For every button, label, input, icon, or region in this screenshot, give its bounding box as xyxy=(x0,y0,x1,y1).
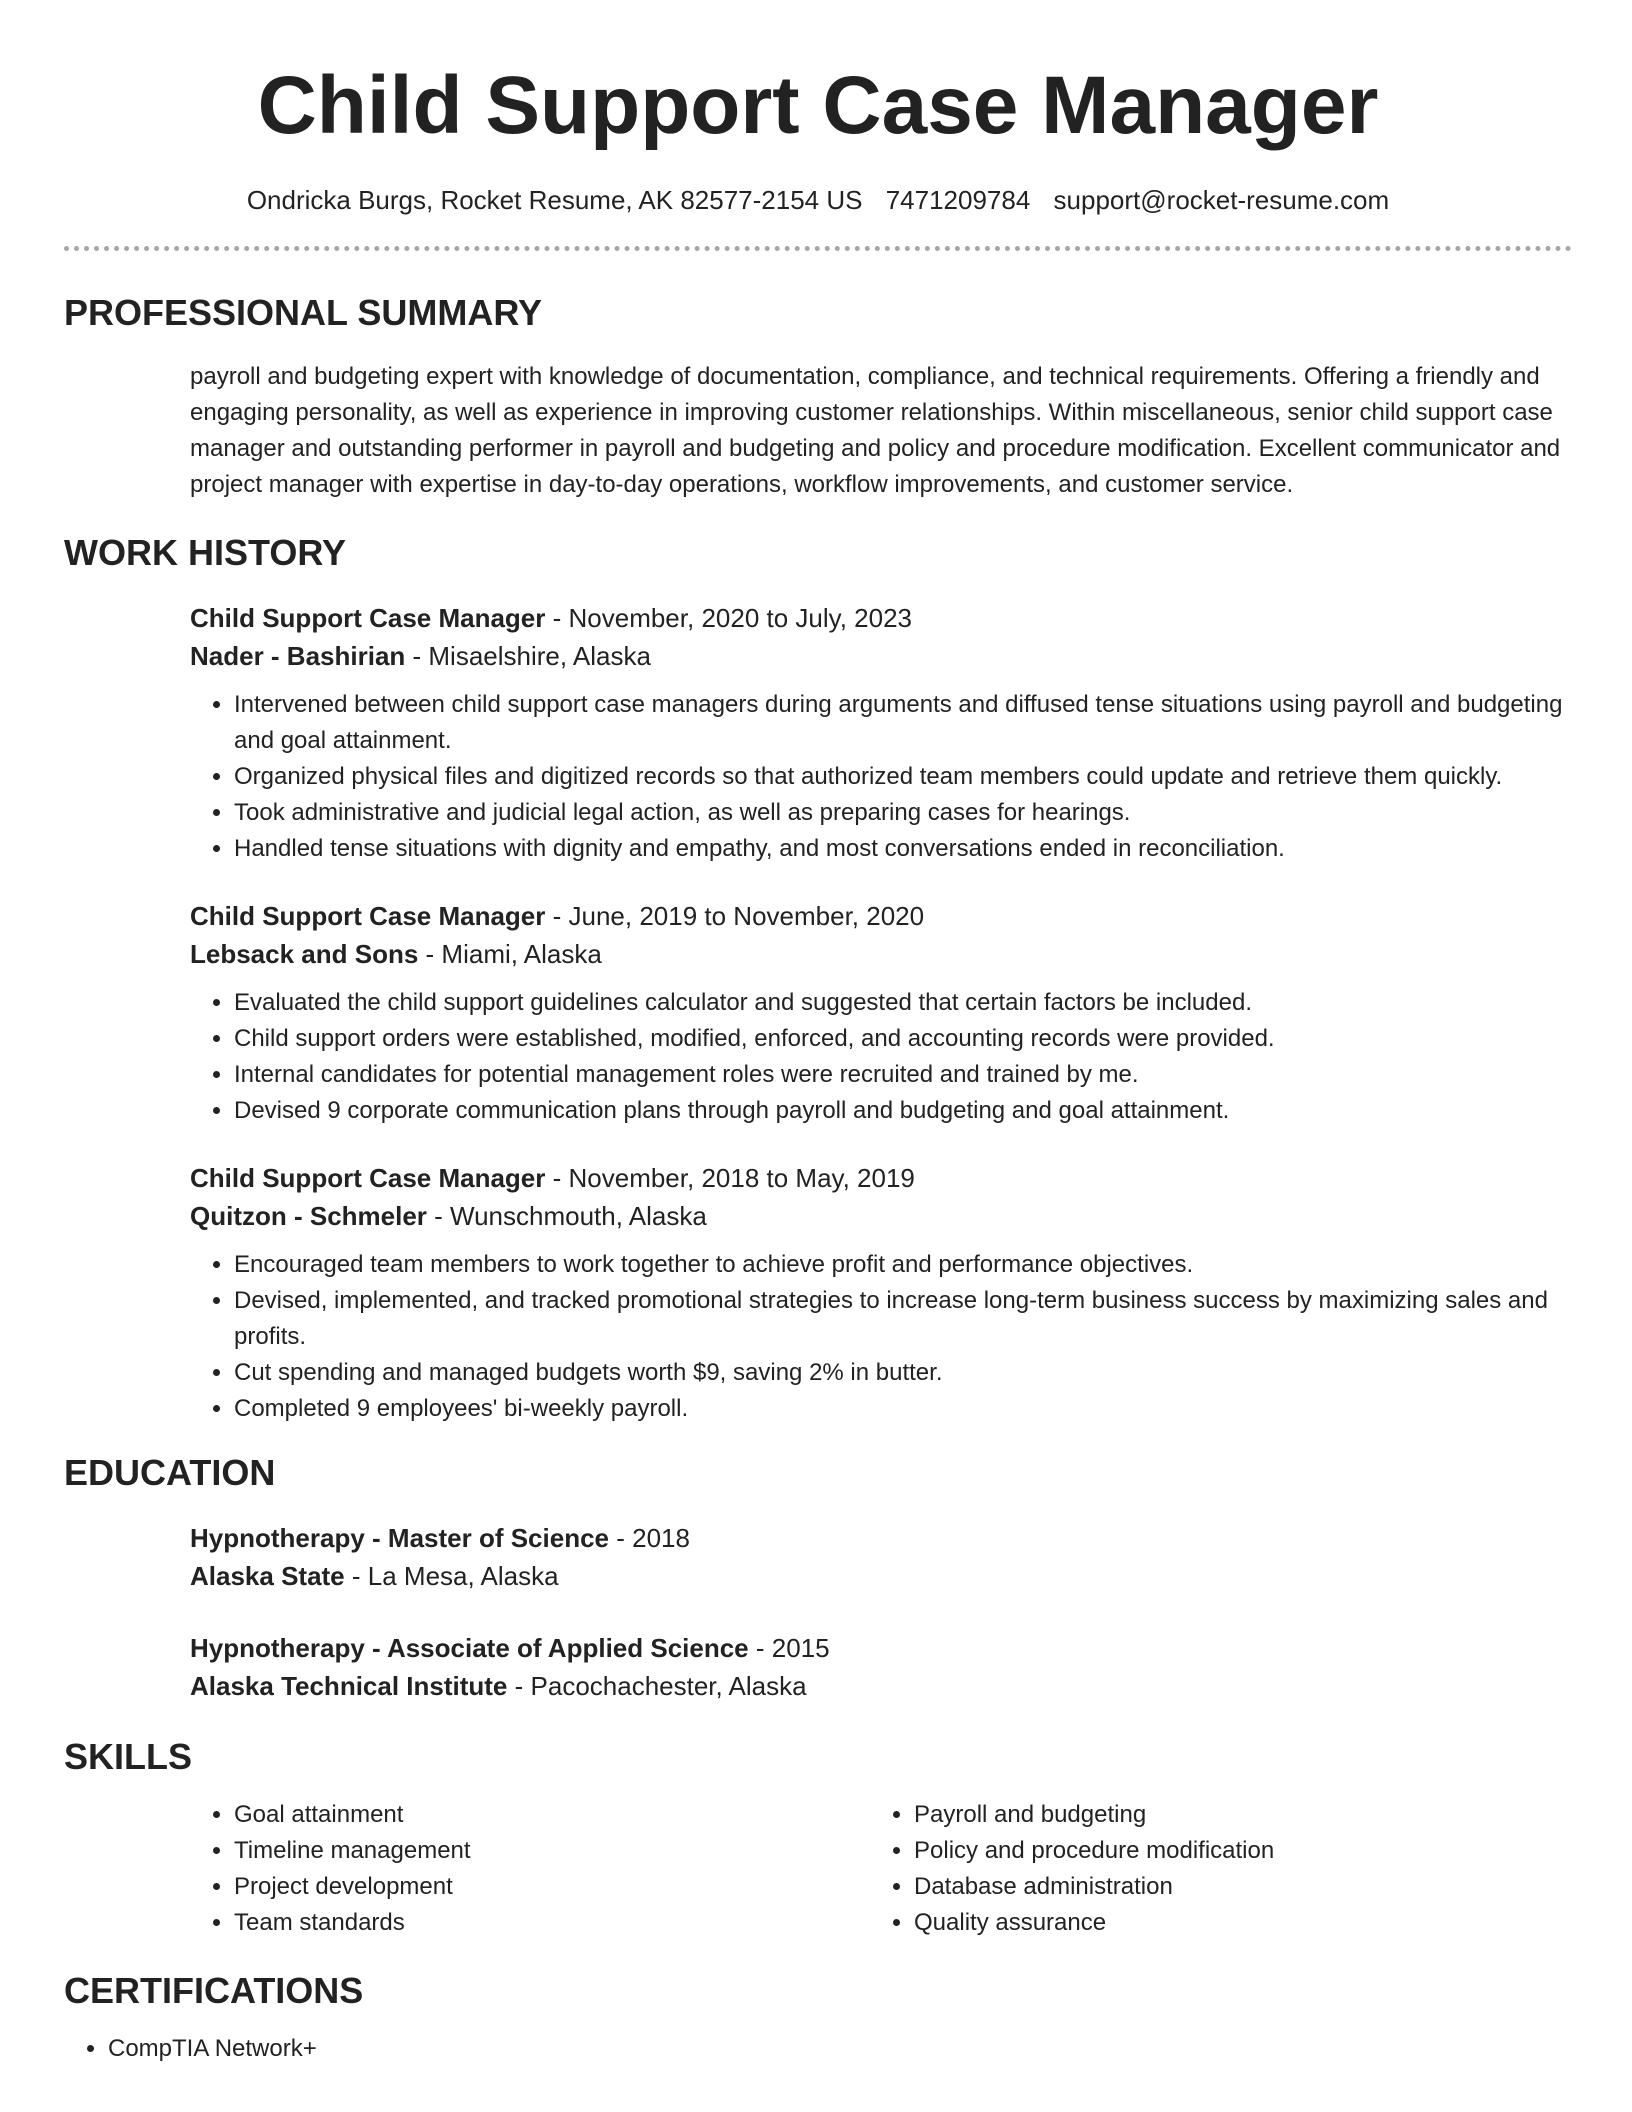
job-entry xyxy=(190,599,1572,867)
job-bullet: • Devised, implemented, and tracked promotional strategies to increase long-term business success by maximizing sales and profits. xyxy=(234,1283,1572,1355)
job-bullet: • Evaluated the child support guidelines calculator and suggested that certain factors be included. xyxy=(234,985,1572,1021)
job-location: - Misaelshire, Alaska xyxy=(405,641,651,671)
job-bullet: • Cut spending and managed budgets worth $9, saving 2% in butter. xyxy=(234,1355,1572,1391)
education-degree-line xyxy=(190,1519,1572,1557)
job-company-line xyxy=(190,935,1572,973)
job-dates: - November, 2020 to July, 2023 xyxy=(545,603,913,633)
job-bullet: • Took administrative and judicial legal action, as well as preparing cases for hearings. xyxy=(234,795,1572,831)
resume-page xyxy=(64,0,1572,2067)
job-title: Child Support Case Manager xyxy=(190,901,546,931)
skill-item: • Payroll and budgeting xyxy=(914,1797,1550,1833)
education-entry xyxy=(190,1519,1572,1595)
job-bullets xyxy=(190,687,1572,867)
skill-item: • Database administration xyxy=(914,1869,1550,1905)
job-company-line xyxy=(190,1197,1572,1235)
contact-address: Ondricka Burgs, Rocket Resume, AK 82577-2154 US xyxy=(246,185,863,215)
job-title: Child Support Case Manager xyxy=(190,1163,546,1193)
education-school: Alaska State xyxy=(190,1561,345,1591)
work-history-heading: WORK HISTORY xyxy=(64,532,347,573)
job-bullet: • Organized physical files and digitized records so that authorized team members could update and retrieve them quickly. xyxy=(234,759,1572,795)
skill-item: • Goal attainment xyxy=(234,1797,870,1833)
skill-item: • Policy and procedure modification xyxy=(914,1833,1550,1869)
job-bullet: • Encouraged team members to work together to achieve profit and performance objectives. xyxy=(234,1247,1572,1283)
summary-text: payroll and budgeting expert with knowledge of documentation, compliance, and technical requirements. Offering a friendly and engaging personality, as well as experience in improving customer relationships. Within miscellaneous, senior child support case manager and outstanding performer in payroll and budgeting and policy and procedure modification. Excellent communicator and project manager with expertise in day-to-day operations, workflow improvements, and customer service. xyxy=(190,363,1561,498)
education-degree: Hypnotherapy - Associate of Applied Science xyxy=(190,1633,749,1663)
contact-phone: 7471209784 xyxy=(885,185,1031,215)
job-dates: - November, 2018 to May, 2019 xyxy=(545,1163,915,1193)
certification-item: • CompTIA Network+ xyxy=(108,2031,1572,2067)
contact-email: support@rocket-resume.com xyxy=(1053,185,1390,215)
job-bullets xyxy=(190,985,1572,1129)
job-bullet: • Completed 9 employees' bi-weekly payroll. xyxy=(234,1391,1572,1427)
job-title-line xyxy=(190,1159,1572,1197)
job-company: Quitzon - Schmeler xyxy=(190,1201,427,1231)
education-school-line xyxy=(190,1667,1572,1705)
education-school: Alaska Technical Institute xyxy=(190,1671,508,1701)
skills-grid xyxy=(190,1797,1572,1941)
summary-heading: PROFESSIONAL SUMMARY xyxy=(64,292,543,333)
job-bullet: • Devised 9 corporate communication plans through payroll and budgeting and goal attainment. xyxy=(234,1093,1572,1129)
job-company: Lebsack and Sons xyxy=(190,939,419,969)
job-location: - Wunschmouth, Alaska xyxy=(426,1201,707,1231)
job-bullet: • Handled tense situations with dignity and empathy, and most conversations ended in reconciliation. xyxy=(234,831,1572,867)
education-heading: EDUCATION xyxy=(64,1452,276,1493)
education-entry xyxy=(190,1629,1572,1705)
job-company: Nader - Bashirian xyxy=(190,641,406,671)
job-company-line xyxy=(190,637,1572,675)
header-divider xyxy=(64,246,1572,251)
skills-column-right xyxy=(870,1797,1550,1941)
certifications-heading: CERTIFICATIONS xyxy=(64,1970,364,2011)
education-year: - 2015 xyxy=(748,1633,830,1663)
job-entry xyxy=(190,897,1572,1129)
skills-column-left xyxy=(190,1797,870,1941)
job-bullet: • Intervened between child support case managers during arguments and diffused tense situations using payroll and budgeting and goal attainment. xyxy=(234,687,1572,759)
education-degree-line xyxy=(190,1629,1572,1667)
skill-item: • Quality assurance xyxy=(914,1905,1550,1941)
resume-title: Child Support Case Manager xyxy=(257,60,1379,151)
job-bullet: • Internal candidates for potential management roles were recruited and trained by me. xyxy=(234,1057,1572,1093)
certifications-list xyxy=(64,2031,1572,2067)
skill-item: • Timeline management xyxy=(234,1833,870,1869)
education-year: - 2018 xyxy=(609,1523,690,1553)
education-location: - Pacochachester, Alaska xyxy=(507,1671,807,1701)
contact-line xyxy=(64,184,1572,216)
job-bullet: • Child support orders were established, modified, enforced, and accounting records were provided. xyxy=(234,1021,1572,1057)
education-location: - La Mesa, Alaska xyxy=(344,1561,559,1591)
skill-item: • Project development xyxy=(234,1869,870,1905)
job-bullets xyxy=(190,1247,1572,1427)
skill-item: • Team standards xyxy=(234,1905,870,1941)
job-dates: - June, 2019 to November, 2020 xyxy=(545,901,925,931)
job-entry xyxy=(190,1159,1572,1427)
job-location: - Miami, Alaska xyxy=(418,939,602,969)
education-degree: Hypnotherapy - Master of Science xyxy=(190,1523,609,1553)
education-school-line xyxy=(190,1557,1572,1595)
job-title-line xyxy=(190,599,1572,637)
job-title: Child Support Case Manager xyxy=(190,603,546,633)
job-title-line xyxy=(190,897,1572,935)
skills-heading: SKILLS xyxy=(64,1736,193,1777)
